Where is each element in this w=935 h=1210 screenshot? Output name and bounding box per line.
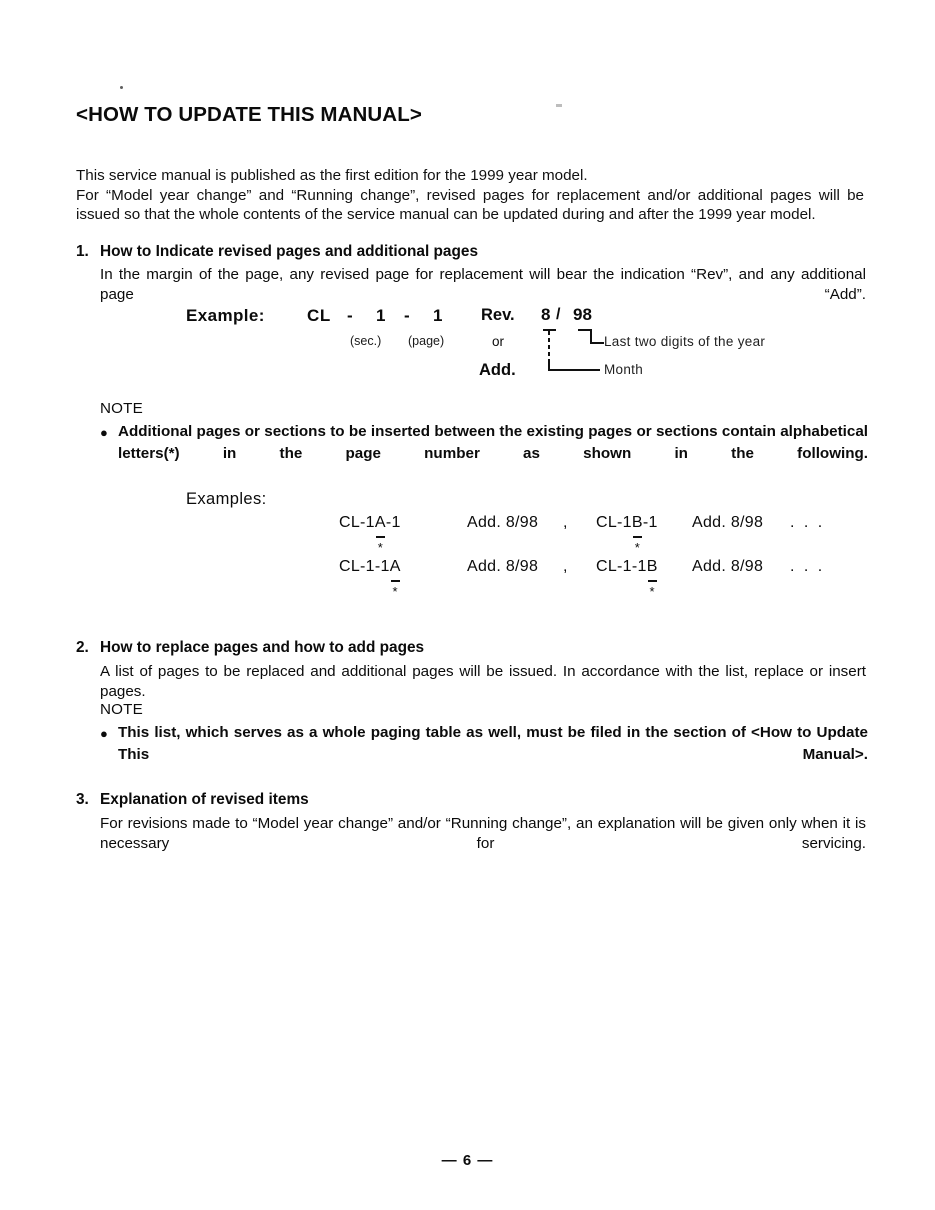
example-year-value: 98 xyxy=(573,305,592,324)
examples-table xyxy=(0,514,935,602)
example-add-3: Add. 8/98 xyxy=(467,558,539,575)
scan-artifact-speck xyxy=(120,86,123,89)
example-code-2-prefix: CL-1 xyxy=(596,514,632,531)
section-3-heading-text: Explanation of revised items xyxy=(100,791,309,808)
examples-row xyxy=(0,514,935,558)
underline-bar xyxy=(391,580,400,582)
example-code-2-suffix: -1 xyxy=(642,514,658,531)
example-dash-1: - xyxy=(347,306,353,325)
example-code-4-letter: B xyxy=(646,558,658,575)
intro-line-1: This service manual is published as the first edition for the 1999 year model. xyxy=(76,167,588,184)
section-1-note-text: Additional pages or sections to be inserted between the existing pages or sections contain alphabetical letters(*) in the page number as shown in the following. xyxy=(118,423,868,462)
example-label: Example: xyxy=(186,306,265,325)
section-2-number: 2. xyxy=(76,639,89,656)
example-code-1 xyxy=(339,514,401,555)
example-code-3-marked-letter xyxy=(389,558,401,599)
example-add-1: Add. 8/98 xyxy=(467,514,539,531)
example-code-3-prefix: CL-1-1 xyxy=(339,558,390,575)
bullet-icon: ● xyxy=(100,425,108,440)
year-callout-text: Last two digits of the year xyxy=(604,334,766,349)
example-code-2-letter: B xyxy=(631,514,643,531)
example-add-2: Add. 8/98 xyxy=(692,514,764,531)
example-code-4 xyxy=(596,558,658,599)
section-1-number: 1. xyxy=(76,243,89,260)
asterisk-mark: * xyxy=(649,584,655,599)
section-1-heading-text: How to Indicate revised pages and additional pages xyxy=(100,243,479,260)
section-2-heading-text: How to replace pages and how to add pages xyxy=(100,639,425,656)
year-leader-run xyxy=(590,342,604,344)
example-code-2 xyxy=(596,514,658,555)
underline-bar xyxy=(648,580,657,582)
month-callout-text: Month xyxy=(604,362,644,377)
page-footer: — 6 — xyxy=(441,1152,494,1169)
example-or-label: or xyxy=(492,334,505,349)
example-code-1-suffix: -1 xyxy=(385,514,401,531)
section-2-heading xyxy=(76,639,424,657)
bullet-icon: ● xyxy=(100,726,108,741)
example-code-1-letter: A xyxy=(374,514,386,531)
section-2-note-label: NOTE xyxy=(100,701,143,718)
example-ellipsis-1: . . . xyxy=(790,514,825,531)
intro-line-2: For “Model year change” and “Running change”, revised pages for replacement and/or additional pages will be xyxy=(76,186,864,204)
example-slash: / xyxy=(556,306,561,323)
example-add-4: Add. 8/98 xyxy=(692,558,764,575)
example-diagram xyxy=(0,300,935,392)
examples-heading: Examples: xyxy=(186,490,267,508)
example-code-2-marked-letter xyxy=(631,514,643,555)
example-code-3-letter: A xyxy=(389,558,401,575)
month-leader-drop xyxy=(548,331,550,360)
example-comma-2: , xyxy=(563,558,568,575)
example-sec-caption: (sec.) xyxy=(350,334,382,348)
example-dash-2: - xyxy=(404,306,410,325)
example-code-3 xyxy=(339,558,401,599)
section-3-heading xyxy=(76,791,309,809)
underline-bar xyxy=(376,536,385,538)
section-3-number: 3. xyxy=(76,791,89,808)
section-2-body: A list of pages to be replaced and additional pages will be issued. In accordance with the list, replace or insert pages. xyxy=(100,663,866,701)
section-2-note-item xyxy=(100,722,868,765)
example-section-value: 1 xyxy=(376,306,386,325)
asterisk-mark: * xyxy=(392,584,398,599)
month-leader-run xyxy=(548,369,600,371)
example-rev-label: Rev. xyxy=(481,306,515,324)
section-1-body: In the margin of the page, any revised page for replacement will bear the indication “Rev”, and any additional page “Add”. xyxy=(100,266,866,304)
scan-artifact-smudge xyxy=(556,104,562,107)
example-code-4-marked-letter xyxy=(646,558,658,599)
asterisk-mark: * xyxy=(634,540,641,555)
example-ellipsis-2: . . . xyxy=(790,558,825,575)
example-code-prefix: CL xyxy=(307,306,331,325)
section-1-note-label: NOTE xyxy=(100,400,143,417)
example-code-1-prefix: CL-1 xyxy=(339,514,375,531)
underline-bar xyxy=(633,536,642,538)
examples-row xyxy=(0,558,935,602)
page-title: <HOW TO UPDATE THIS MANUAL> xyxy=(76,103,422,126)
section-1-heading xyxy=(76,243,478,261)
example-month-value: 8 xyxy=(541,305,551,324)
intro-line-3: issued so that the whole contents of the service manual can be updated during and after the 1999 year model. xyxy=(76,206,816,224)
example-comma-1: , xyxy=(563,514,568,531)
section-1-note-item xyxy=(100,421,868,464)
section-3-body: For revisions made to “Model year change” and/or “Running change”, an explanation will be given only when it is necessary for servicing. xyxy=(100,815,866,853)
intro-paragraph xyxy=(76,166,866,225)
example-add-label: Add. xyxy=(479,361,516,379)
example-page-caption: (page) xyxy=(408,334,445,348)
example-code-1-marked-letter xyxy=(374,514,386,555)
example-code-4-prefix: CL-1-1 xyxy=(596,558,647,575)
asterisk-mark: * xyxy=(377,540,384,555)
example-page-value: 1 xyxy=(433,306,443,325)
section-2-note-text: This list, which serves as a whole paging table as well, must be filed in the section of <How to Update This Manual>. xyxy=(118,724,868,763)
